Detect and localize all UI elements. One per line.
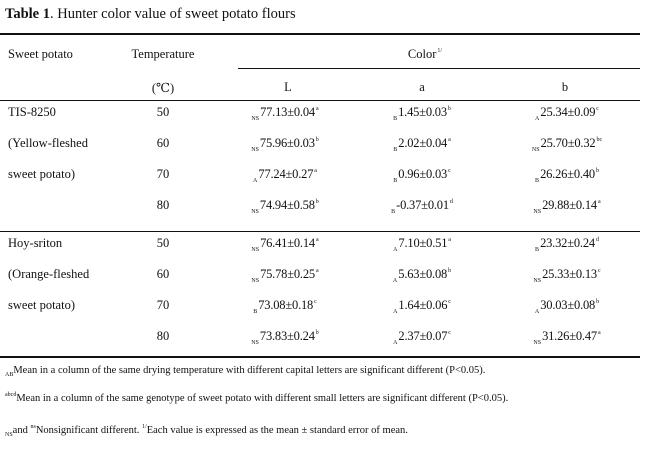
sweet-potato-name-line: (Yellow-fleshed: [8, 136, 88, 150]
color-l-cell: $_{NS}$76.41±0.14$^a$: [251, 236, 319, 253]
color-l-cell: $_{NS}$75.96±0.03$^b$: [251, 136, 319, 153]
color-l-cell: $_{NS}$73.83±0.24$^b$: [251, 329, 319, 346]
color-l-cell: $_{NS}$77.13±0.04$^a$: [251, 105, 319, 122]
color-l-cell: $_A$77.24±0.27$^a$: [253, 167, 317, 184]
header-bottom-rule: [0, 100, 640, 101]
header-temperature: Temperature: [131, 47, 195, 61]
sweet-potato-name-line: Hoy-sriton: [8, 236, 63, 250]
temperature-cell: 60: [156, 136, 170, 150]
temperature-cell: 50: [156, 236, 170, 250]
temperature-cell: 80: [156, 329, 170, 343]
header-col-l: L: [284, 80, 292, 94]
color-a-cell: $_A$1.64±0.06$^c$: [393, 298, 451, 315]
color-a-cell: $_B$1.45±0.03$^b$: [393, 105, 451, 122]
color-header-rule: [238, 68, 640, 69]
header-col-a: a: [419, 80, 425, 94]
color-b-cell: $_{NS}$31.26±0.47$^a$: [533, 329, 601, 346]
temperature-cell: 80: [156, 198, 170, 212]
color-a-cell: $_B$-0.37±0.01$^d$: [391, 198, 453, 215]
color-l-cell: $_B$73.08±0.18$^c$: [253, 298, 317, 315]
temperature-cell: 70: [156, 167, 170, 181]
color-l-cell: $_{NS}$74.94±0.58$^b$: [251, 198, 319, 215]
color-b-cell: $_{NS}$25.33±0.13$^c$: [533, 267, 601, 284]
footnote-capital-letters: $_{AB}$Mean in a column of the same drying temperature with different capital letters are significant different (P<0.05).: [5, 365, 486, 378]
color-b-cell: $_B$23.32±0.24$^d$: [535, 236, 599, 253]
table-top-rule: [0, 33, 640, 35]
temperature-cell: 50: [156, 105, 170, 119]
color-b-cell: $_A$25.34±0.09$^c$: [535, 105, 599, 122]
color-l-cell: $_{NS}$75.78±0.25$^a$: [251, 267, 319, 284]
color-a-cell: $_A$2.37±0.07$^c$: [393, 329, 451, 346]
header-sweet-potato: Sweet potato: [8, 47, 73, 61]
color-b-cell: $_{NS}$29.88±0.14$^a$: [533, 198, 601, 215]
sweet-potato-name-line: (Orange-fleshed: [8, 267, 90, 281]
group-divider-rule: [0, 231, 640, 232]
header-temperature-unit: (℃): [151, 81, 175, 95]
color-a-cell: $_B$2.02±0.04$^a$: [393, 136, 451, 153]
color-a-cell: $_A$5.63±0.08$^b$: [392, 267, 452, 284]
header-color: Color$^{1/}$: [407, 47, 443, 61]
sweet-potato-name-line: sweet potato): [8, 298, 75, 312]
sweet-potato-name-line: sweet potato): [8, 167, 75, 181]
color-a-cell: $_B$0.96±0.03$^c$: [393, 167, 451, 184]
color-b-cell: $_B$26.26±0.40$^b$: [535, 167, 599, 184]
sweet-potato-name-line: TIS-8250: [8, 105, 56, 119]
temperature-cell: 60: [156, 267, 170, 281]
header-col-b: b: [561, 80, 569, 94]
color-b-cell: $_A$30.03±0.08$^b$: [534, 298, 600, 315]
table-caption: . Hunter color value of sweet potato flours: [50, 6, 296, 22]
table-title: [5, 6, 296, 23]
footnote-nonsignificant: $_{NS}$and $^{ns}$Nonsignificant different. $^{1/}$Each value is expressed as the mean ± standard error of mean.: [5, 424, 408, 438]
temperature-cell: 70: [156, 298, 170, 312]
color-b-cell: $_{NS}$25.70±0.32$^{bc}$: [531, 136, 603, 153]
table-label: Table 1: [5, 6, 50, 22]
footnote-small-letters: $^{abcd}$Mean in a column of the same genotype of sweet potato with different small letters are significant different (P<0.05).: [5, 392, 509, 404]
color-a-cell: $_A$7.10±0.51$^a$: [393, 236, 451, 253]
table-bottom-rule: [0, 356, 640, 358]
